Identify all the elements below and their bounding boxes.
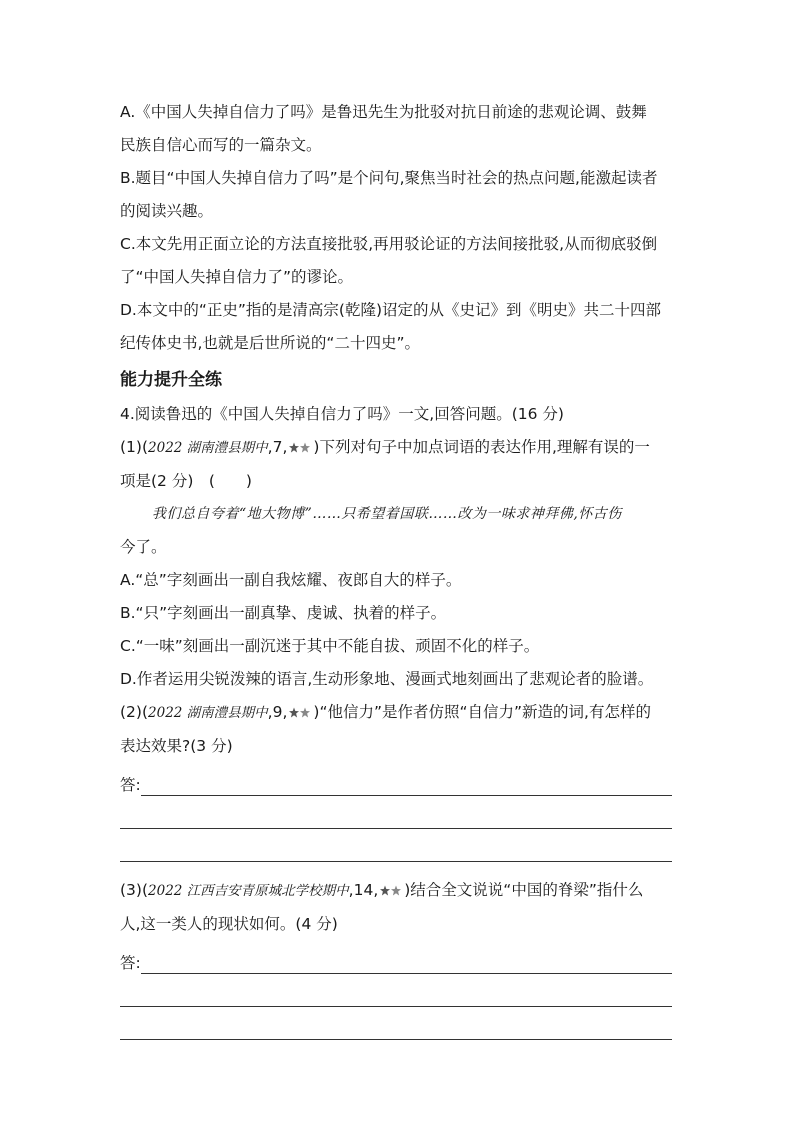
option-b-line1: B.题目“中国人失掉自信力了吗”是个问句,聚焦当时社会的热点问题,能激起读者 xyxy=(120,169,658,187)
subquestion-1-line2: 项是(2 分) ( ) xyxy=(120,472,252,490)
answer-line[interactable] xyxy=(120,829,672,862)
sub1-option-a: A.“总”字刻画出一副自我炫耀、夜郎自大的样子。 xyxy=(120,571,462,589)
option-c-line2: 了“中国人失掉自信力了”的谬论。 xyxy=(120,268,354,286)
difficulty-stars-icon xyxy=(289,707,311,719)
answer-label: 答: xyxy=(120,954,141,972)
answer-area-3 xyxy=(120,941,672,974)
option-a-line2: 民族自信心而写的一篇杂文。 xyxy=(120,136,322,154)
answer-line[interactable] xyxy=(141,773,672,796)
subquestion-3-line1: (3)(2022 江西吉安青原城北学校期中,14, )结合全文说说“中国的脊梁”指什么 xyxy=(120,881,644,899)
answer-line[interactable] xyxy=(120,796,672,829)
option-d-line2: 纪传体史书,也就是后世所说的“二十四史”。 xyxy=(120,334,420,352)
subquestion-1-line1: (1)(2022 湖南澧县期中,7, )下列对句子中加点词语的表达作用,理解有误的一 xyxy=(120,438,650,456)
source-tag: 2022 江西吉安青原城北学校期中 xyxy=(148,883,349,899)
subquestion-3-line2: 人,这一类人的现状如何。(4 分) xyxy=(120,915,338,933)
option-a-line1: A.《中国人失掉自信力了吗》是鲁迅先生为批驳对抗日前途的悲观论调、鼓舞 xyxy=(120,103,647,121)
difficulty-stars-icon xyxy=(289,442,311,454)
page-content xyxy=(120,96,672,1040)
sub1-option-c: C.“一味”刻画出一副沉迷于其中不能自拔、顽固不化的样子。 xyxy=(120,637,540,655)
answer-label: 答: xyxy=(120,776,141,794)
question-4-stem: 4.阅读鲁迅的《中国人失掉自信力了吗》一文,回答问题。(16 分) xyxy=(120,405,564,423)
sub1-option-b: B.“只”字刻画出一副真挚、虔诚、执着的样子。 xyxy=(120,604,447,622)
quote-line2: 今了。 xyxy=(120,538,167,556)
option-d-line1: D.本文中的“正史”指的是清高宗(乾隆)诏定的从《史记》到《明史》共二十四部 xyxy=(120,301,662,319)
subquestion-2-line2: 表达效果?(3 分) xyxy=(120,737,233,755)
answer-line[interactable] xyxy=(141,951,672,974)
option-b-line2: 的阅读兴趣。 xyxy=(120,202,214,220)
source-tag: 2022 湖南澧县期中 xyxy=(148,440,268,456)
answer-line[interactable] xyxy=(120,974,672,1007)
sub1-option-d: D.作者运用尖锐泼辣的语言,生动形象地、漫画式地刻画出了悲观论者的脸谱。 xyxy=(120,670,654,688)
answer-area-2 xyxy=(120,763,672,796)
option-c-line1: C.本文先用正面立论的方法直接批驳,再用驳论证的方法间接批驳,从而彻底驳倒 xyxy=(120,235,658,253)
source-tag: 2022 湖南澧县期中 xyxy=(148,705,268,721)
section-title: 能力提升全练 xyxy=(120,370,222,390)
difficulty-stars-icon xyxy=(380,885,402,897)
subquestion-2-line1: (2)(2022 湖南澧县期中,9, )“他信力”是作者仿照“自信力”新造的词,有怎样的 xyxy=(120,703,651,721)
answer-line[interactable] xyxy=(120,1007,672,1040)
quote-line1: 我们总自夸着“地大物博”……只希望着国联……改为一味求神拜佛,怀古伤 xyxy=(152,506,622,522)
